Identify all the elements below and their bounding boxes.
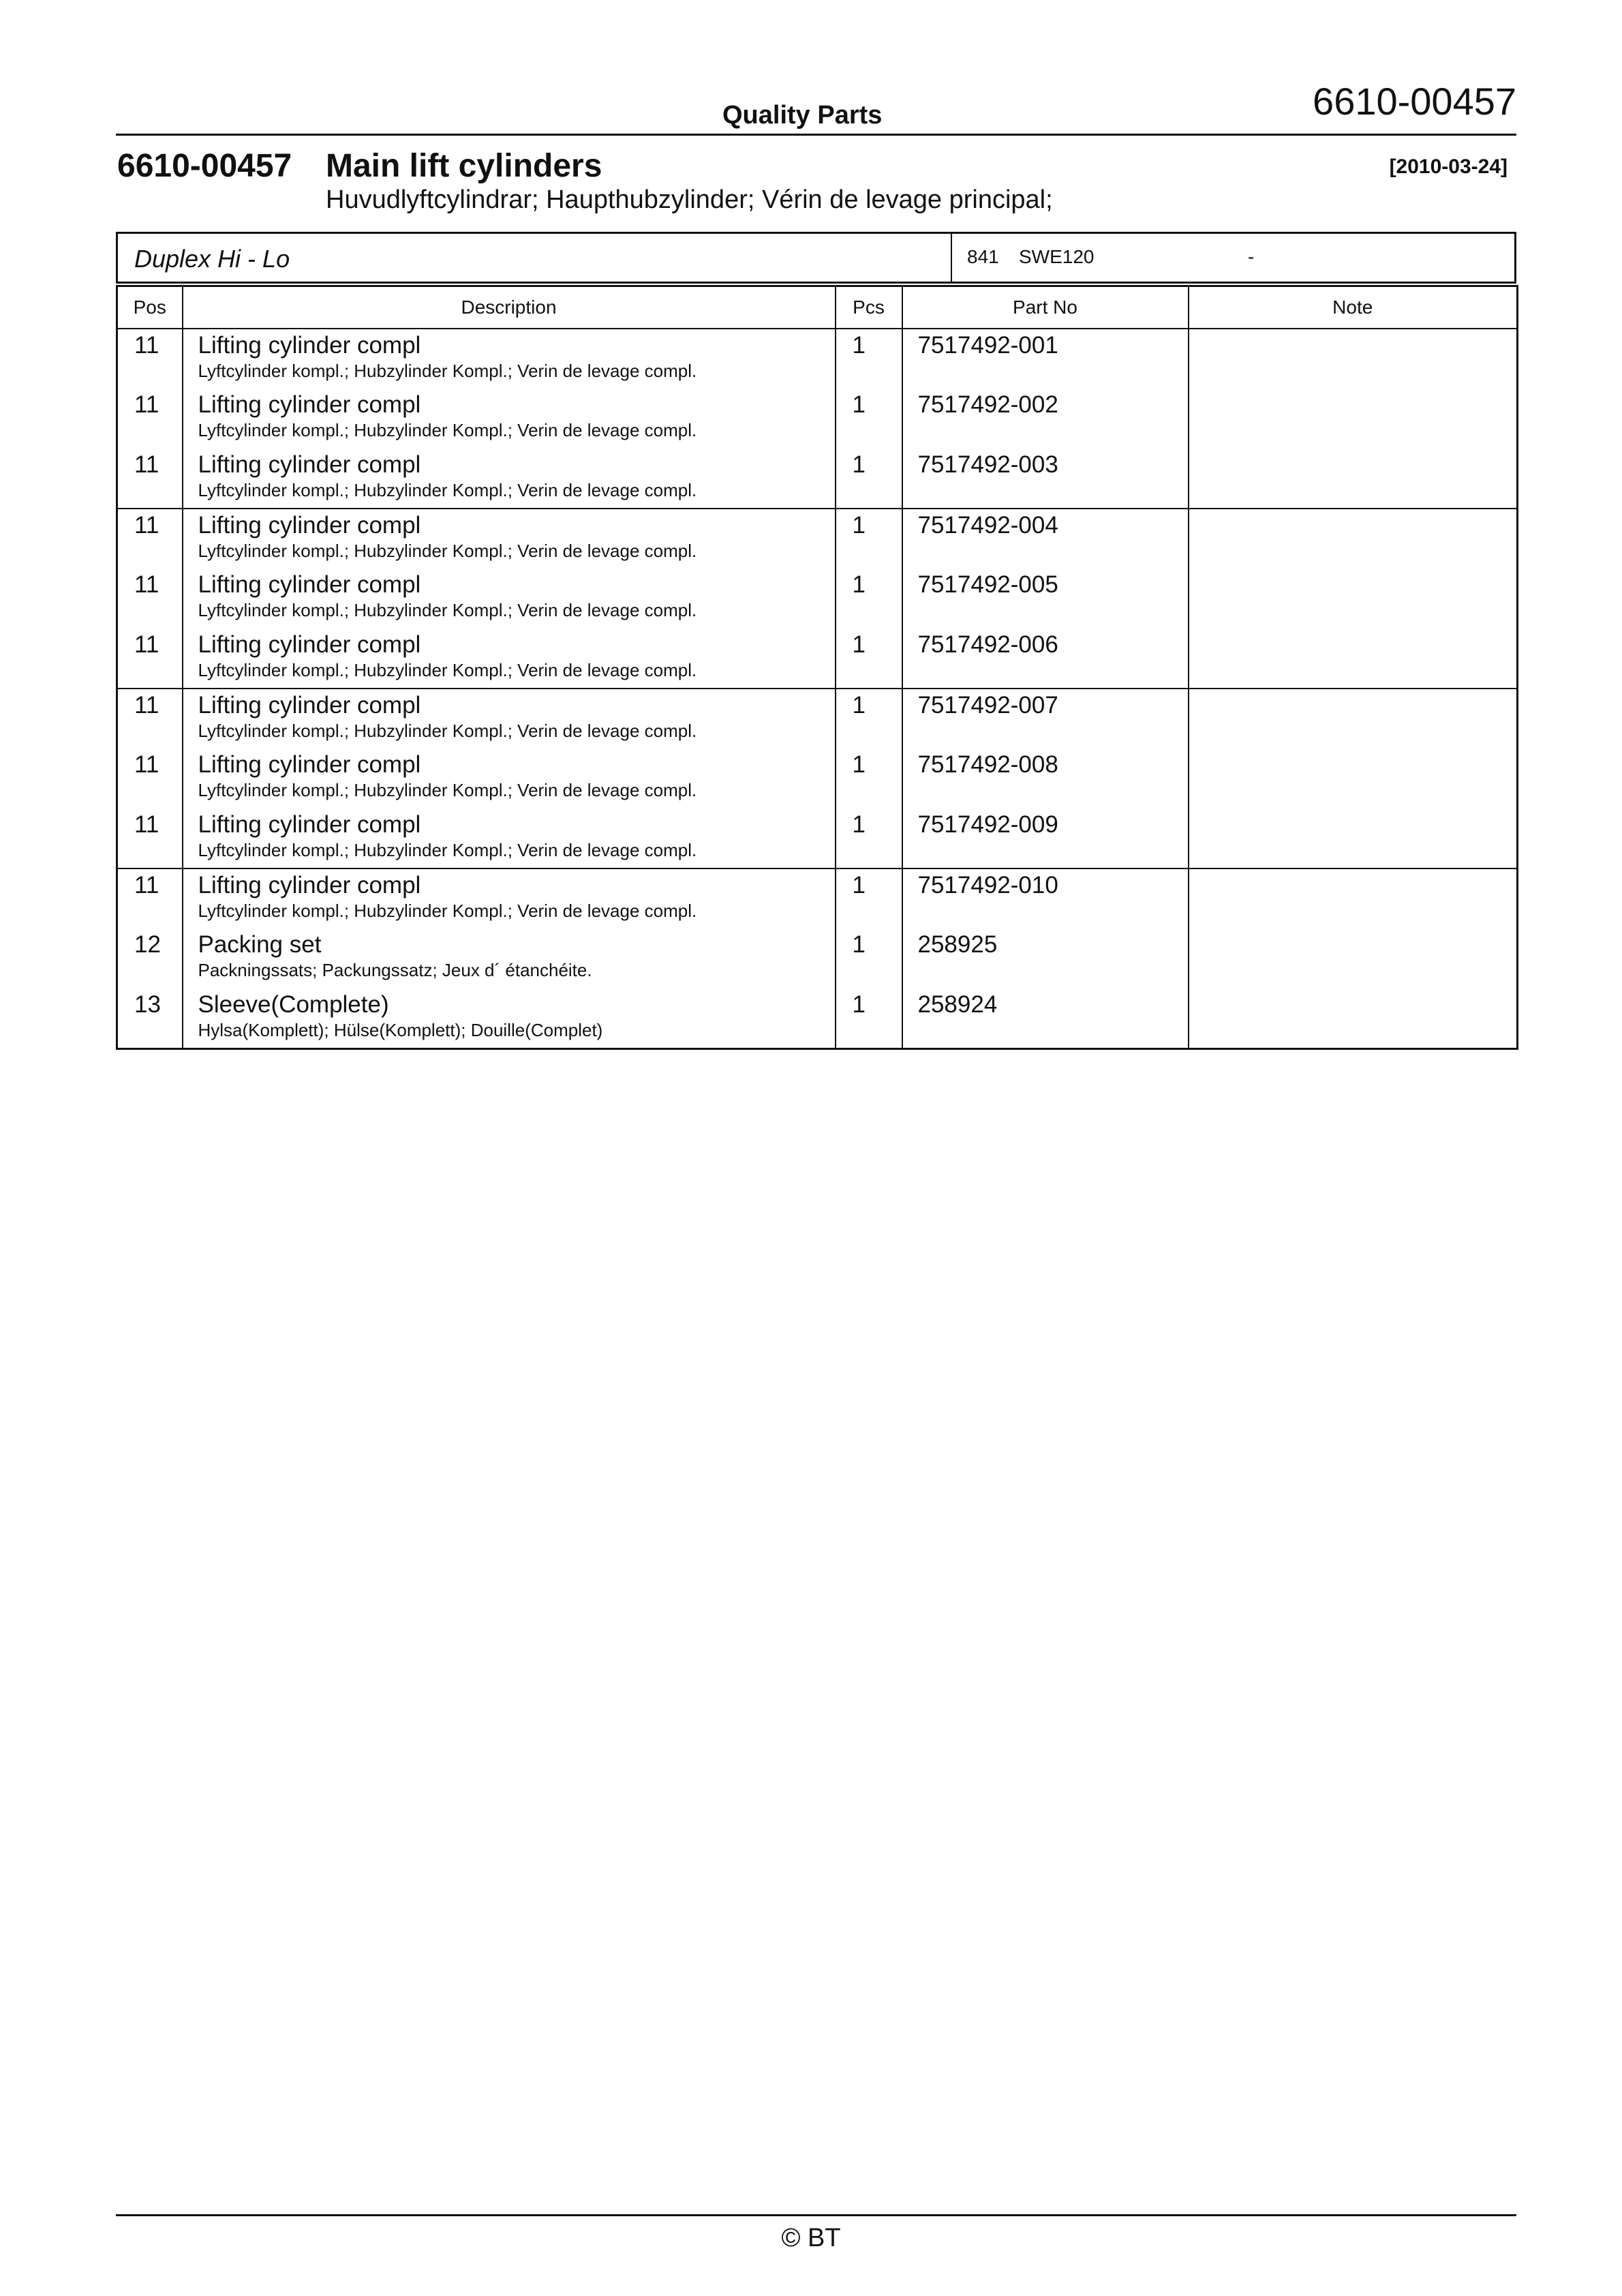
part-no-cell-text: 258925 xyxy=(917,931,998,958)
column-header-part-no: Part No xyxy=(902,286,1189,329)
description-translations: Lyftcylinder kompl.; Hubzylinder Kompl.; Verin de levage compl. xyxy=(198,361,697,381)
section-date: [2010-03-24] xyxy=(1389,155,1508,178)
pcs-cell-text: 1 xyxy=(852,332,866,359)
description-translations: Lyftcylinder kompl.; Hubzylinder Kompl.; Verin de levage compl. xyxy=(198,541,697,561)
pos-cell-text: 13 xyxy=(134,991,161,1018)
pos-cell xyxy=(117,509,183,569)
description-translations: Lyftcylinder kompl.; Hubzylinder Kompl.; Verin de levage compl. xyxy=(198,480,697,500)
description-main: Packing set xyxy=(198,931,322,958)
model-type: SWE120 xyxy=(1019,246,1095,267)
note-cell xyxy=(1189,749,1518,809)
note-cell-text xyxy=(1189,449,1517,451)
model-number: 841 xyxy=(967,246,999,267)
pos-cell-text: 11 xyxy=(134,512,159,539)
note-cell-text xyxy=(1189,689,1517,692)
note-cell xyxy=(1189,928,1518,988)
description-main: Lifting cylinder compl xyxy=(198,391,421,418)
description-main: Lifting cylinder compl xyxy=(198,811,421,838)
pos-cell-text: 11 xyxy=(134,872,159,898)
section-subtitle: Huvudlyftcylindrar; Haupthubzylinder; Vérin de levage principal; xyxy=(326,185,1053,214)
pos-cell-text: 11 xyxy=(134,751,159,778)
table-row xyxy=(117,329,1518,389)
model-info-box xyxy=(116,232,1516,284)
pos-cell-text: 12 xyxy=(134,931,161,958)
pcs-cell xyxy=(836,689,902,749)
table-row xyxy=(117,809,1518,868)
part-no-cell xyxy=(902,509,1189,569)
description-cell xyxy=(183,928,836,988)
note-cell xyxy=(1189,868,1518,928)
pcs-cell-text: 1 xyxy=(852,391,866,418)
description-main: Lifting cylinder compl xyxy=(198,692,421,719)
description-main: Lifting cylinder compl xyxy=(198,571,421,598)
pos-cell-text: 11 xyxy=(134,391,159,418)
description-translations: Lyftcylinder kompl.; Hubzylinder Kompl.; Verin de levage compl. xyxy=(198,780,697,800)
pos-cell xyxy=(117,449,183,509)
description-cell xyxy=(183,509,836,569)
description-translations: Hylsa(Komplett); Hülse(Komplett); Douille(Complet) xyxy=(198,1020,603,1040)
part-no-cell xyxy=(902,809,1189,868)
part-no-cell-text: 7517492-009 xyxy=(917,811,1058,838)
description-translations: Lyftcylinder kompl.; Hubzylinder Kompl.; Verin de levage compl. xyxy=(198,420,697,440)
pcs-cell xyxy=(836,569,902,629)
pos-cell xyxy=(117,749,183,809)
section-code: 6610-00457 xyxy=(117,148,292,184)
note-cell xyxy=(1189,569,1518,629)
note-cell-text xyxy=(1189,389,1517,391)
part-no-cell-text: 7517492-004 xyxy=(917,512,1058,539)
table-row xyxy=(117,988,1518,1048)
note-cell-text xyxy=(1189,988,1517,991)
part-no-cell xyxy=(902,868,1189,928)
column-header-description: Description xyxy=(183,286,836,329)
pcs-cell-text: 1 xyxy=(852,991,866,1018)
pcs-cell-text: 1 xyxy=(852,692,866,719)
footer-copyright: © BT xyxy=(781,2224,841,2252)
description-cell xyxy=(183,449,836,509)
column-header-pos: Pos xyxy=(117,286,183,329)
table-row xyxy=(117,749,1518,809)
pcs-cell-text: 1 xyxy=(852,451,866,478)
description-cell xyxy=(183,868,836,928)
description-cell xyxy=(183,749,836,809)
pcs-cell xyxy=(836,629,902,689)
note-cell xyxy=(1189,509,1518,569)
part-no-cell xyxy=(902,988,1189,1048)
footer-divider xyxy=(116,2214,1516,2216)
pcs-cell xyxy=(836,988,902,1048)
parts-table xyxy=(116,285,1518,1050)
pcs-cell xyxy=(836,449,902,509)
part-no-cell xyxy=(902,928,1189,988)
part-no-cell xyxy=(902,389,1189,449)
note-cell xyxy=(1189,329,1518,389)
table-row xyxy=(117,629,1518,689)
model-extra: - xyxy=(1248,246,1255,267)
pos-cell xyxy=(117,868,183,928)
description-cell xyxy=(183,329,836,389)
description-translations: Lyftcylinder kompl.; Hubzylinder Kompl.; Verin de levage compl. xyxy=(198,840,697,860)
description-main: Sleeve(Complete) xyxy=(198,991,389,1018)
pcs-cell-text: 1 xyxy=(852,512,866,539)
pcs-cell xyxy=(836,509,902,569)
pcs-cell xyxy=(836,928,902,988)
part-no-cell xyxy=(902,749,1189,809)
description-cell xyxy=(183,569,836,629)
description-translations: Packningssats; Packungssatz; Jeux d´ étanchéite. xyxy=(198,960,592,980)
pos-cell-text: 11 xyxy=(134,451,159,478)
column-header-pcs: Pcs xyxy=(836,286,902,329)
pos-cell-text: 11 xyxy=(134,571,159,598)
pos-cell xyxy=(117,928,183,988)
description-cell xyxy=(183,988,836,1048)
note-cell xyxy=(1189,988,1518,1048)
section-title: Main lift cylinders xyxy=(326,148,602,184)
pos-cell xyxy=(117,988,183,1048)
note-cell xyxy=(1189,449,1518,509)
description-cell xyxy=(183,689,836,749)
parts-table-body xyxy=(117,329,1518,1048)
note-cell xyxy=(1189,389,1518,449)
table-row xyxy=(117,509,1518,569)
part-no-cell-text: 7517492-008 xyxy=(917,751,1058,778)
part-no-cell xyxy=(902,569,1189,629)
part-no-cell xyxy=(902,329,1189,389)
note-cell-text xyxy=(1189,509,1517,512)
description-translations: Lyftcylinder kompl.; Hubzylinder Kompl.; Verin de levage compl. xyxy=(198,901,697,921)
description-main: Lifting cylinder compl xyxy=(198,332,421,359)
note-cell-text xyxy=(1189,869,1517,872)
pcs-cell xyxy=(836,809,902,868)
pcs-cell-text: 1 xyxy=(852,751,866,778)
pcs-cell-text: 1 xyxy=(852,872,866,898)
note-cell-text xyxy=(1189,928,1517,931)
table-row xyxy=(117,928,1518,988)
pcs-cell-text: 1 xyxy=(852,571,866,598)
part-no-cell xyxy=(902,689,1189,749)
description-main: Lifting cylinder compl xyxy=(198,751,421,778)
pcs-cell xyxy=(836,389,902,449)
pos-cell-text: 11 xyxy=(134,332,159,359)
pcs-cell xyxy=(836,868,902,928)
table-row xyxy=(117,449,1518,509)
pos-cell xyxy=(117,809,183,868)
pcs-cell-text: 1 xyxy=(852,631,866,658)
page-header-title: Quality Parts xyxy=(722,101,883,130)
description-main: Lifting cylinder compl xyxy=(198,512,421,539)
pos-cell xyxy=(117,629,183,689)
info-divider xyxy=(951,234,952,282)
pos-cell-text: 11 xyxy=(134,811,159,838)
description-translations: Lyftcylinder kompl.; Hubzylinder Kompl.; Verin de levage compl. xyxy=(198,721,697,741)
part-no-cell-text: 7517492-002 xyxy=(917,391,1058,418)
pcs-cell xyxy=(836,749,902,809)
table-header-row xyxy=(117,286,1518,329)
pcs-cell xyxy=(836,329,902,389)
note-cell-text xyxy=(1189,629,1517,631)
description-translations: Lyftcylinder kompl.; Hubzylinder Kompl.; Verin de levage compl. xyxy=(198,660,697,680)
part-no-cell-text: 7517492-010 xyxy=(917,872,1058,898)
part-no-cell-text: 7517492-007 xyxy=(917,692,1058,719)
model-name: Duplex Hi - Lo xyxy=(134,245,290,273)
note-cell-text xyxy=(1189,809,1517,811)
part-no-cell xyxy=(902,629,1189,689)
header-divider xyxy=(116,134,1516,136)
note-cell-text xyxy=(1189,749,1517,751)
pcs-cell-text: 1 xyxy=(852,931,866,958)
pos-cell-text: 11 xyxy=(134,631,159,658)
note-cell-text xyxy=(1189,329,1517,332)
note-cell xyxy=(1189,689,1518,749)
description-cell xyxy=(183,629,836,689)
description-main: Lifting cylinder compl xyxy=(198,872,421,898)
description-main: Lifting cylinder compl xyxy=(198,451,421,478)
description-cell xyxy=(183,809,836,868)
pos-cell xyxy=(117,569,183,629)
description-main: Lifting cylinder compl xyxy=(198,631,421,658)
table-row xyxy=(117,389,1518,449)
pos-cell-text: 11 xyxy=(134,692,159,719)
pos-cell xyxy=(117,389,183,449)
table-row xyxy=(117,689,1518,749)
note-cell xyxy=(1189,809,1518,868)
description-cell xyxy=(183,389,836,449)
part-no-cell-text: 258924 xyxy=(917,991,998,1018)
table-row xyxy=(117,868,1518,928)
page-header-code: 6610-00457 xyxy=(1313,80,1516,123)
table-row xyxy=(117,569,1518,629)
part-no-cell-text: 7517492-003 xyxy=(917,451,1058,478)
pos-cell xyxy=(117,689,183,749)
part-no-cell-text: 7517492-001 xyxy=(917,332,1058,359)
part-no-cell-text: 7517492-005 xyxy=(917,571,1058,598)
column-header-note: Note xyxy=(1189,286,1518,329)
pos-cell xyxy=(117,329,183,389)
description-translations: Lyftcylinder kompl.; Hubzylinder Kompl.; Verin de levage compl. xyxy=(198,600,697,620)
part-no-cell xyxy=(902,449,1189,509)
note-cell xyxy=(1189,629,1518,689)
pcs-cell-text: 1 xyxy=(852,811,866,838)
part-no-cell-text: 7517492-006 xyxy=(917,631,1058,658)
note-cell-text xyxy=(1189,569,1517,571)
